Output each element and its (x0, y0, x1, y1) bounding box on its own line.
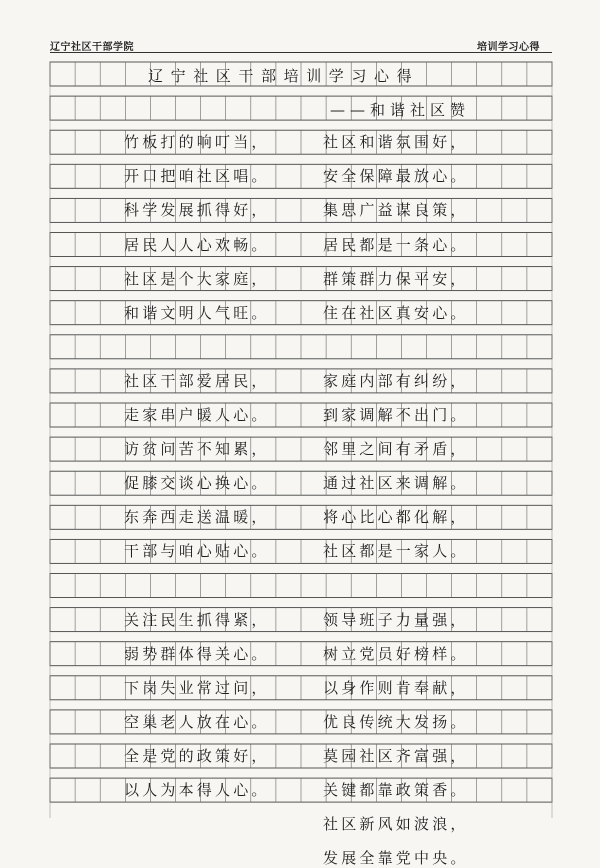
poem-line-right: 树立党员好榜样。 (323, 644, 469, 663)
poem-line-right: 安全保障最放心。 (323, 167, 469, 186)
poem-line-left: 竹板打的响叮当， (124, 133, 270, 152)
poem-line-left: 访贫问苦不知累， (124, 440, 270, 459)
poem-line-right: 居民都是一条心。 (323, 235, 469, 254)
poem-line-right: 集思广益谋良策， (323, 201, 469, 220)
poem-line-right: 关键都靠政策香。 (323, 781, 469, 800)
poem-line-left: 全是党的政策好， (124, 747, 270, 765)
poem-line-left: 促膝交谈心换心。 (124, 474, 270, 493)
poem-line-right: 发展全靠党中央。 (323, 849, 469, 868)
poem-line-left: 弱势群体得关心。 (124, 644, 270, 663)
poem-line-left: 下岗失业常过问， (124, 678, 270, 697)
poem-line-left: 社区干部爱居民， (124, 371, 270, 390)
poem-line-left: 社区是个大家庭， (124, 269, 270, 288)
poem-line-left: 居民人人心欢畅。 (124, 235, 270, 254)
poem-line-right: 通过社区来调解。 (323, 474, 469, 493)
poem-line-right: 社区都是一家人。 (323, 542, 469, 561)
poem-line-left: 开口把咱社区唱。 (124, 167, 270, 186)
poem-line-right: 邻里之间有矛盾， (323, 440, 469, 459)
poem-line-right: 住在社区真安心。 (323, 303, 469, 322)
poem-line-right: 社区和谐氛围好， (323, 133, 469, 152)
poem-line-right: 莫园社区齐富强， (323, 747, 469, 765)
poem-line-right: 以身作则肯奉献， (323, 678, 469, 697)
page-title: 辽宁社区干部培训学习心得 (148, 67, 420, 85)
poem-line-left: 干部与咱心贴心。 (124, 542, 270, 561)
poem-line-left: 和谐文明人气旺。 (124, 303, 270, 322)
poem-line-right: 将心比心都化解， (323, 508, 469, 527)
poem-line-left: 科学发展抓得好， (124, 201, 270, 220)
poem-line-right: 社区新风如波浪， (323, 815, 469, 834)
poem-line-left: 东奔西走送温暖， (124, 508, 270, 527)
header-right: 培训学习心得 (477, 42, 540, 53)
header-left: 辽宁社区干部学院 (50, 42, 134, 53)
poem-line-right: 优良传统大发扬。 (323, 712, 469, 731)
poem-line-left: 走家串户暖人心。 (124, 406, 270, 424)
poem-line-right: 领导班子力量强， (323, 610, 469, 629)
poem-line-right: 到家调解不出门。 (323, 406, 469, 424)
poem-line-right: 家庭内部有纠纷， (323, 371, 469, 390)
poem-line-right: 群策群力保平安， (323, 269, 469, 288)
poem-line-left: 以人为本得人心。 (124, 781, 270, 800)
poem-line-left: 空巢老人放在心。 (124, 712, 270, 731)
page-subtitle: ——和谐社区赞 (330, 101, 471, 119)
poem-line-left: 关注民生抓得紧， (124, 610, 270, 629)
